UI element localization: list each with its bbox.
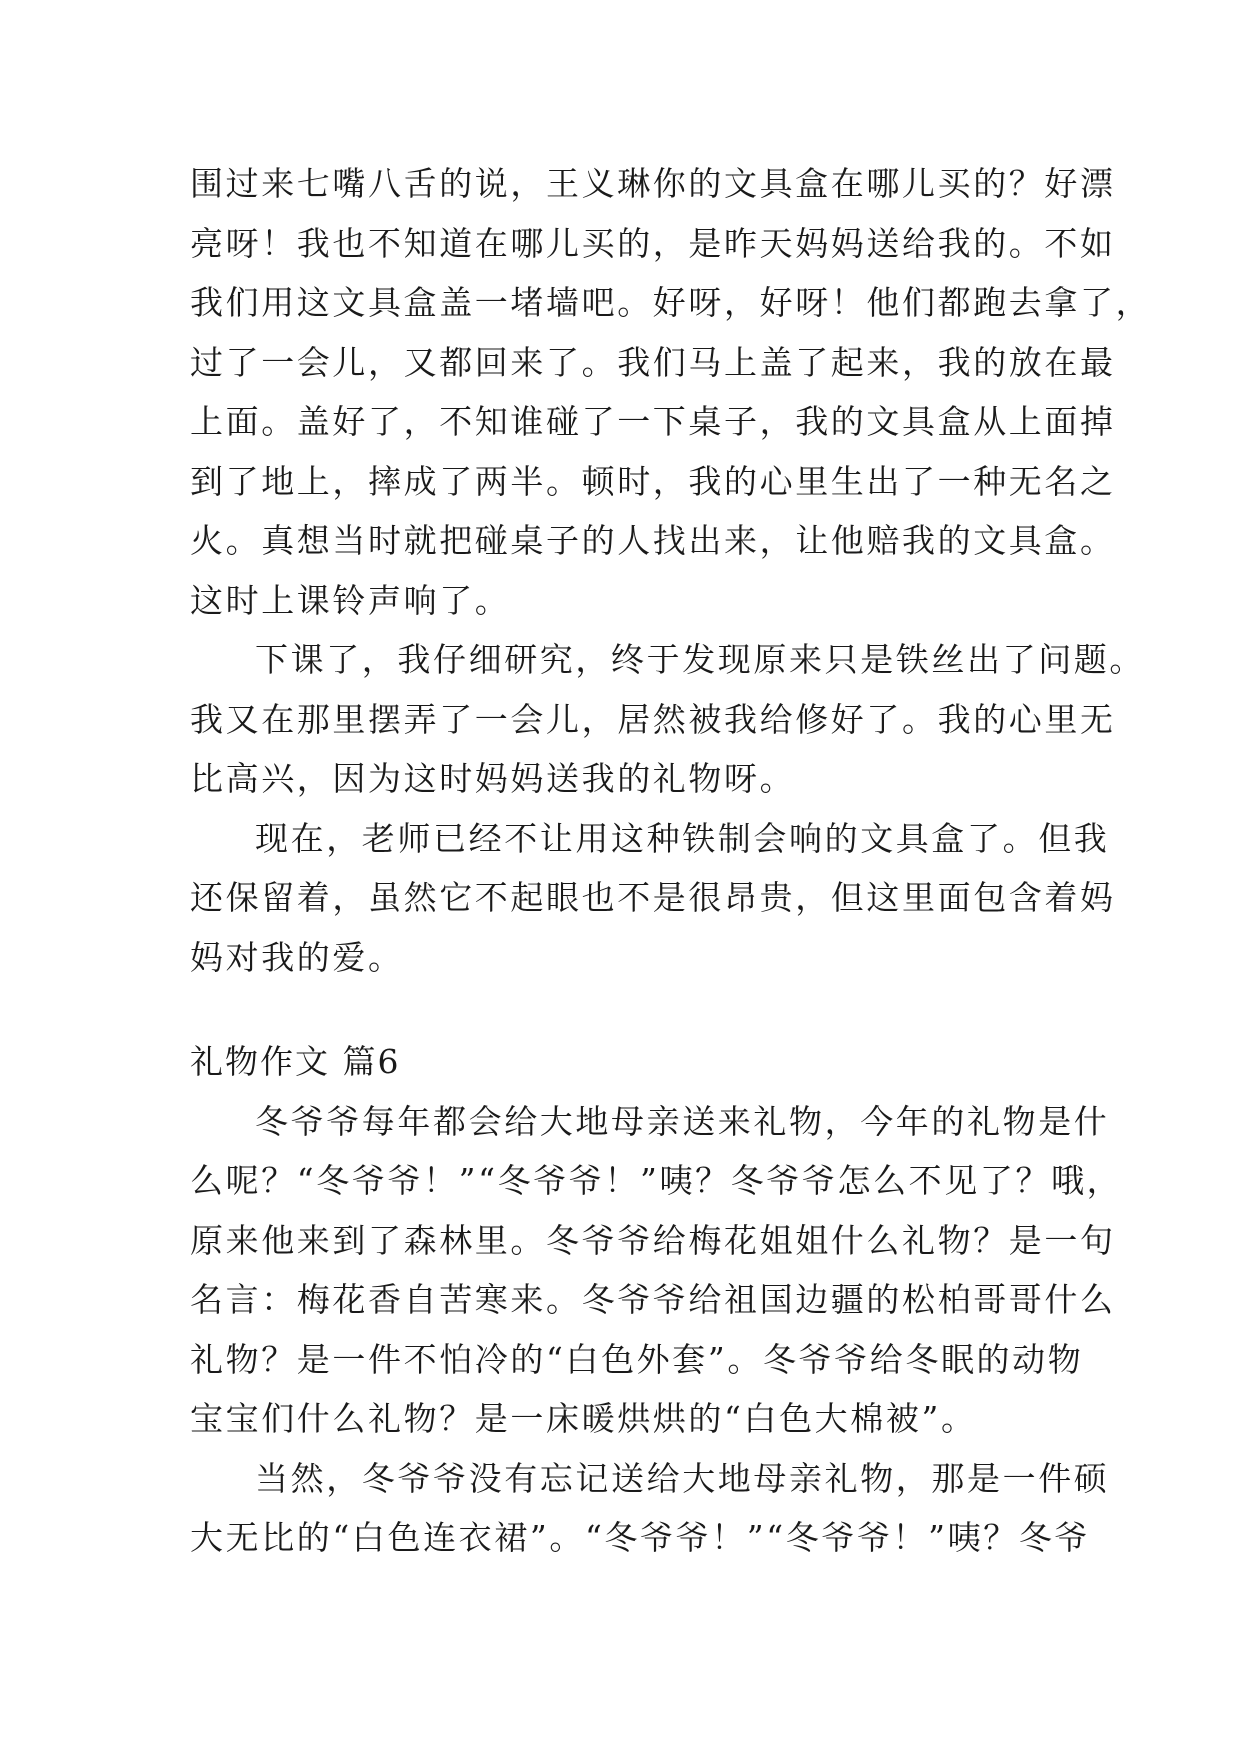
- text-line: 宝宝们什么礼物？是一床暖烘烘的“白色大棉被”。: [190, 1399, 977, 1438]
- text-line: 现在，老师已经不让用这种铁制会响的文具盒了。但我: [255, 819, 1110, 858]
- text-line: 我又在那里摆弄了一会儿，居然被我给修好了。我的心里无: [190, 700, 1116, 739]
- text-line: 比高兴，因为这时妈妈送我的礼物呀。: [190, 759, 796, 798]
- text-line: 冬爷爷每年都会给大地母亲送来礼物，今年的礼物是什: [255, 1102, 1110, 1141]
- text-line: 下课了，我仔细研究，终于发现原来只是铁丝出了问题。: [255, 640, 1145, 679]
- text-line: 礼物？是一件不怕冷的“白色外套”。冬爷爷给冬眠的动物: [190, 1340, 1084, 1379]
- text-line: 我们用这文具盒盖一堵墙吧。好呀，好呀！他们都跑去拿了，: [190, 283, 1152, 322]
- text-line: 名言：梅花香自苦寒来。冬爷爷给祖国边疆的松柏哥哥什么: [190, 1280, 1116, 1319]
- text-line: 过了一会儿，又都回来了。我们马上盖了起来，我的放在最: [190, 343, 1116, 382]
- text-line: 妈对我的爱。: [190, 938, 404, 977]
- text-line: 还保留着，虽然它不起眼也不是很昂贵，但这里面包含着妈: [190, 878, 1116, 917]
- text-line: 原来他来到了森林里。冬爷爷给梅花姐姐什么礼物？是一句: [190, 1221, 1116, 1260]
- text-line: 火。真想当时就把碰桌子的人找出来，让他赔我的文具盒。: [190, 521, 1116, 560]
- text-line: 大无比的“白色连衣裙”。“冬爷爷！”“冬爷爷！”咦？冬爷: [190, 1518, 1091, 1557]
- text-line: 亮呀！我也不知道在哪儿买的，是昨天妈妈送给我的。不如: [190, 224, 1116, 263]
- section-heading: 礼物作文 篇6: [190, 1042, 401, 1081]
- text-line: 当然，冬爷爷没有忘记送给大地母亲礼物，那是一件硕: [255, 1459, 1110, 1498]
- text-line: 这时上课铃声响了。: [190, 581, 511, 620]
- text-line: 上面。盖好了，不知谁碰了一下桌子，我的文具盒从上面掉: [190, 402, 1116, 441]
- text-line: 围过来七嘴八舌的说，王义琳你的文具盒在哪儿买的？好漂: [190, 164, 1116, 203]
- text-line: 么呢？“冬爷爷！”“冬爷爷！”咦？冬爷爷怎么不见了？哦，: [190, 1161, 1123, 1200]
- text-line: 到了地上，摔成了两半。顿时，我的心里生出了一种无名之: [190, 462, 1116, 501]
